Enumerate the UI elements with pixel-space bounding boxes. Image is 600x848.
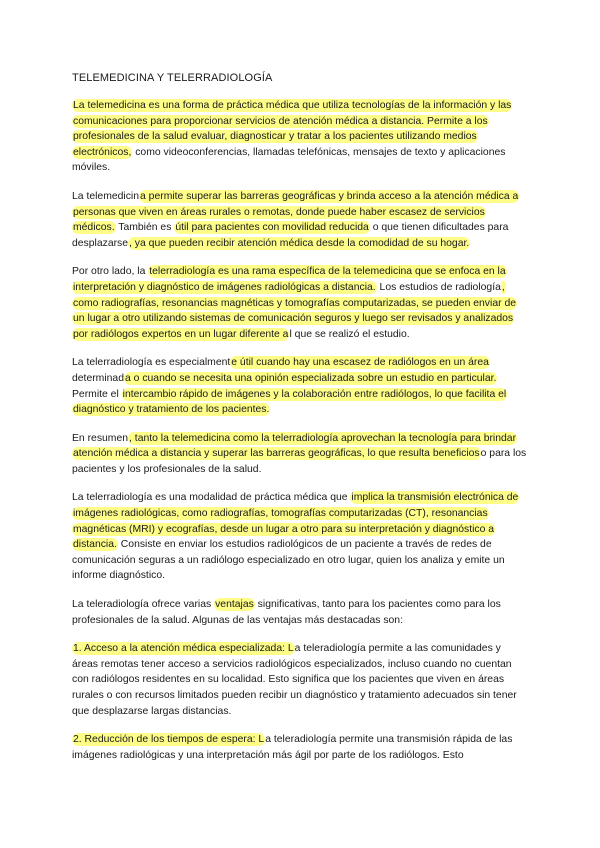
document-page (72, 70, 528, 776)
body-text: o para los pacientes y los profesionales de la salud. (72, 448, 527, 475)
paragraph-7 (72, 597, 528, 628)
body-text: como videoconferencias, llamadas telefónicas, mensajes de texto y aplicaciones móviles. (72, 146, 506, 174)
body-text: determinad (72, 372, 124, 384)
highlighted-text: , como radiografías, resonancias magnéticas y tomografías computarizadas, se pueden enviar de un lugar a otro utilizando sistemas de comunicación seguros y luego ser revisados y analizados por radiólogos expertos en un lugar diferente a (73, 281, 516, 340)
highlighted-text: implica la transmisión electrónica de imágenes radiológicas, como radiografías, tomografías computarizadas (CT), resonancias magnéticas (MRI) y ecografías, desde un lugar a otro para su interpretación y diagnóstico a distancia. (73, 492, 519, 551)
highlighted-text: 1. Acceso a la atención médica especializada: L (73, 643, 294, 655)
highlighted-text: e útil cuando hay una escasez de radiólogos en un área (231, 357, 489, 369)
highlighted-text: La telemedicina es una forma de práctica médica que utiliza tecnologías de la información y las comunicaciones para proporcionar servicios de atención médica a distancia. Permite a los profesionales de la salud evaluar, diagnosticar y tratar a los pacientes utilizando medios electrónicos, (73, 100, 512, 158)
highlighted-text: a permite superar las barreras geográficas y brinda acceso a la atención médica a personas que viven en áreas rurales o remotas, donde puede haber escasez de servicios médicos. (73, 190, 519, 234)
body-text: significativas, tanto para los pacientes como para los profesionales de la salud. Algunas de las ventajas más destacadas son: (72, 599, 501, 626)
highlighted-text: 2. Reducción de los tiempos de espera: L (73, 734, 265, 746)
paragraph-1 (72, 98, 528, 176)
highlighted-text: ventajas (215, 599, 254, 611)
paragraph-2 (72, 189, 528, 251)
paragraph-5 (72, 431, 528, 478)
body-text: En resumen (72, 432, 129, 444)
body-text: La telemedicin (72, 190, 140, 202)
body-text: l que se realizó el estudio. (289, 328, 410, 340)
body-text: Consiste en enviar los estudios radiológicos de un paciente a través de redes de comunicación seguras a un radiólogo especializado en otro lugar, quien los analiza y emite un informe diagnóstico. (72, 539, 505, 582)
highlighted-text: a o cuando se necesita una opinión especializada sobre un estudio en particular. (124, 372, 497, 384)
body-text: La telerradiología es especialment (72, 357, 231, 369)
highlighted-text: intercambio rápido de imágenes y la colaboración entre radiólogos, lo que facilita el diagnóstico y tratamiento de los pacientes. (73, 388, 507, 416)
body-text: La teleradiología ofrece varias (72, 599, 215, 611)
highlighted-text: telerradiología es una rama específica de la telemedicina que se enfoca en la interpretación y diagnóstico de imágenes radiológicas a distancia. (73, 266, 506, 293)
paragraph-3 (72, 264, 528, 342)
paragraph-8 (72, 641, 528, 719)
highlighted-text: , ya que pueden recibir atención médica desde la comodidad de su hogar. (129, 237, 470, 249)
body-text: La telerradiología es una modalidad de práctica médica que (72, 492, 351, 504)
body-text: a teleradiología permite a las comunidades y áreas remotas tener acceso a servicios radiológicos especializados, incluso cuando no cuentan con radiólogos residentes en su localidad. Esto significa que los pacientes que viven en áreas rurales o con recursos limitados pueden recibir un diagnóstico y tratamiento adecuados sin tener que desplazarse largas distancias. (72, 643, 517, 717)
body-text: Por otro lado, la (72, 266, 149, 278)
body-text: o que tienen dificultades para desplazarse (72, 222, 509, 249)
body-text: También es (115, 222, 175, 234)
paragraph-9 (72, 732, 528, 763)
document-title: TELEMEDICINA Y TELERRADIOLOGÍA (72, 72, 273, 84)
paragraph-4 (72, 355, 528, 417)
highlighted-text: útil para pacientes con movilidad reducida (175, 222, 369, 234)
body-text: a teleradiología permite una transmisión rápida de las imágenes radiológicas y una interpretación más ágil por parte de los radiólogos. Esto (72, 734, 513, 761)
paragraph-6 (72, 490, 528, 584)
body-text: Permite el (72, 388, 122, 400)
highlighted-text: , tanto la telemedicina como la telerradiología aprovechan la tecnología para brindar atención médica a distancia y superar las barreras geográficas, lo que resulta beneficios (73, 432, 517, 460)
body-text: Los estudios de radiología (376, 281, 501, 293)
